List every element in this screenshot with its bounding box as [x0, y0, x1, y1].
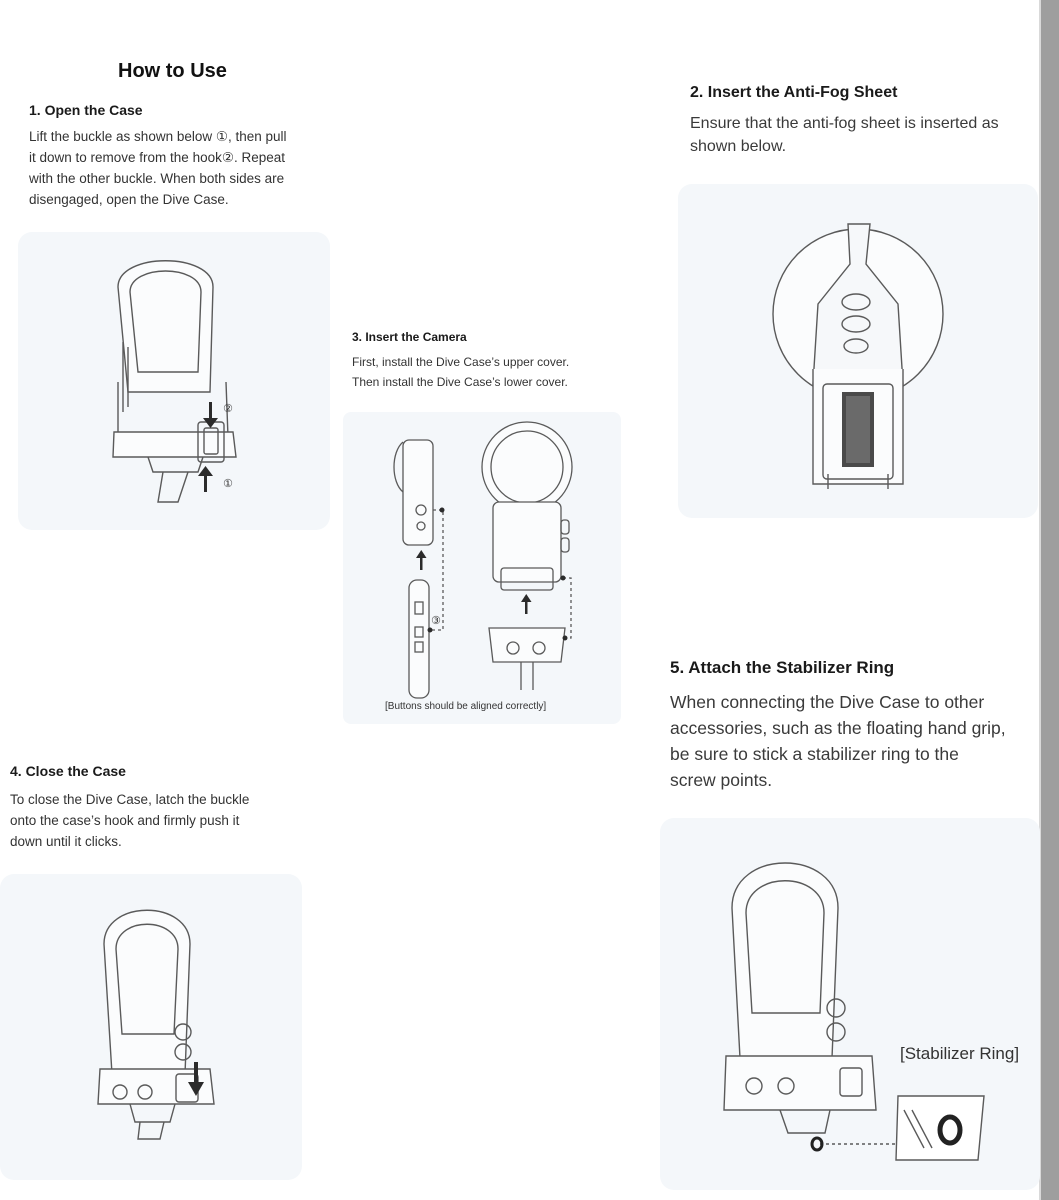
step2-illustration-panel [678, 184, 1038, 518]
marker-two: ② [223, 403, 233, 415]
anti-fog-sheet-illustration [678, 184, 1038, 518]
step4-illustration-panel [0, 874, 302, 1180]
step2-heading: 2. Insert the Anti-Fog Sheet [690, 84, 898, 101]
step2-text [690, 112, 999, 158]
close-case-illustration [0, 874, 302, 1180]
page-title: How to Use [118, 60, 227, 82]
step1-illustration-panel [18, 232, 330, 530]
step1-line: it down to remove from the hook②. Repeat [29, 150, 285, 165]
step1-line: Lift the buckle as shown below ①, then pull [29, 129, 287, 144]
page-edge [1041, 0, 1059, 1200]
step4-line: onto the case’s hook and firmly push it [10, 813, 240, 828]
step5-line: When connecting the Dive Case to other [670, 692, 985, 712]
stabilizer-ring-illustration [660, 818, 1040, 1190]
step5-line: be sure to stick a stabilizer ring to the [670, 744, 959, 764]
stabilizer-ring-label: [Stabilizer Ring] [900, 1044, 1020, 1063]
step2-line: shown below. [690, 138, 787, 155]
step4-line: To close the Dive Case, latch the buckle [10, 792, 250, 807]
step5-line: accessories, such as the floating hand grip, [670, 718, 1006, 738]
step1-heading: 1. Open the Case [29, 102, 143, 118]
step3-heading: 3. Insert the Camera [352, 330, 467, 344]
step2-line: Ensure that the anti-fog sheet is inserted as [690, 115, 999, 132]
step1-text [29, 126, 287, 210]
step5-illustration-panel [660, 818, 1040, 1190]
dive-case-open-illustration [18, 232, 330, 530]
step4-text [10, 789, 249, 852]
step4-line: down until it clicks. [10, 834, 122, 849]
step3-line: First, install the Dive Case’s upper cover. [352, 355, 570, 369]
marker-one: ① [223, 478, 233, 490]
step4-heading: 4. Close the Case [10, 763, 126, 779]
insert-camera-illustration [343, 412, 621, 724]
step1-line: disengaged, open the Dive Case. [29, 192, 229, 207]
step3-caption: [Buttons should be aligned correctly] [385, 701, 547, 712]
step5-heading: 5. Attach the Stabilizer Ring [670, 658, 895, 677]
step3-illustration-panel [343, 412, 621, 724]
step3-line: Then install the Dive Case’s lower cover. [352, 375, 568, 389]
step1-line: with the other buckle. When both sides are [29, 171, 285, 186]
step3-text [352, 352, 569, 392]
marker-three: ③ [431, 615, 441, 627]
step5-text [670, 689, 1006, 793]
step5-line: screw points. [670, 770, 773, 790]
